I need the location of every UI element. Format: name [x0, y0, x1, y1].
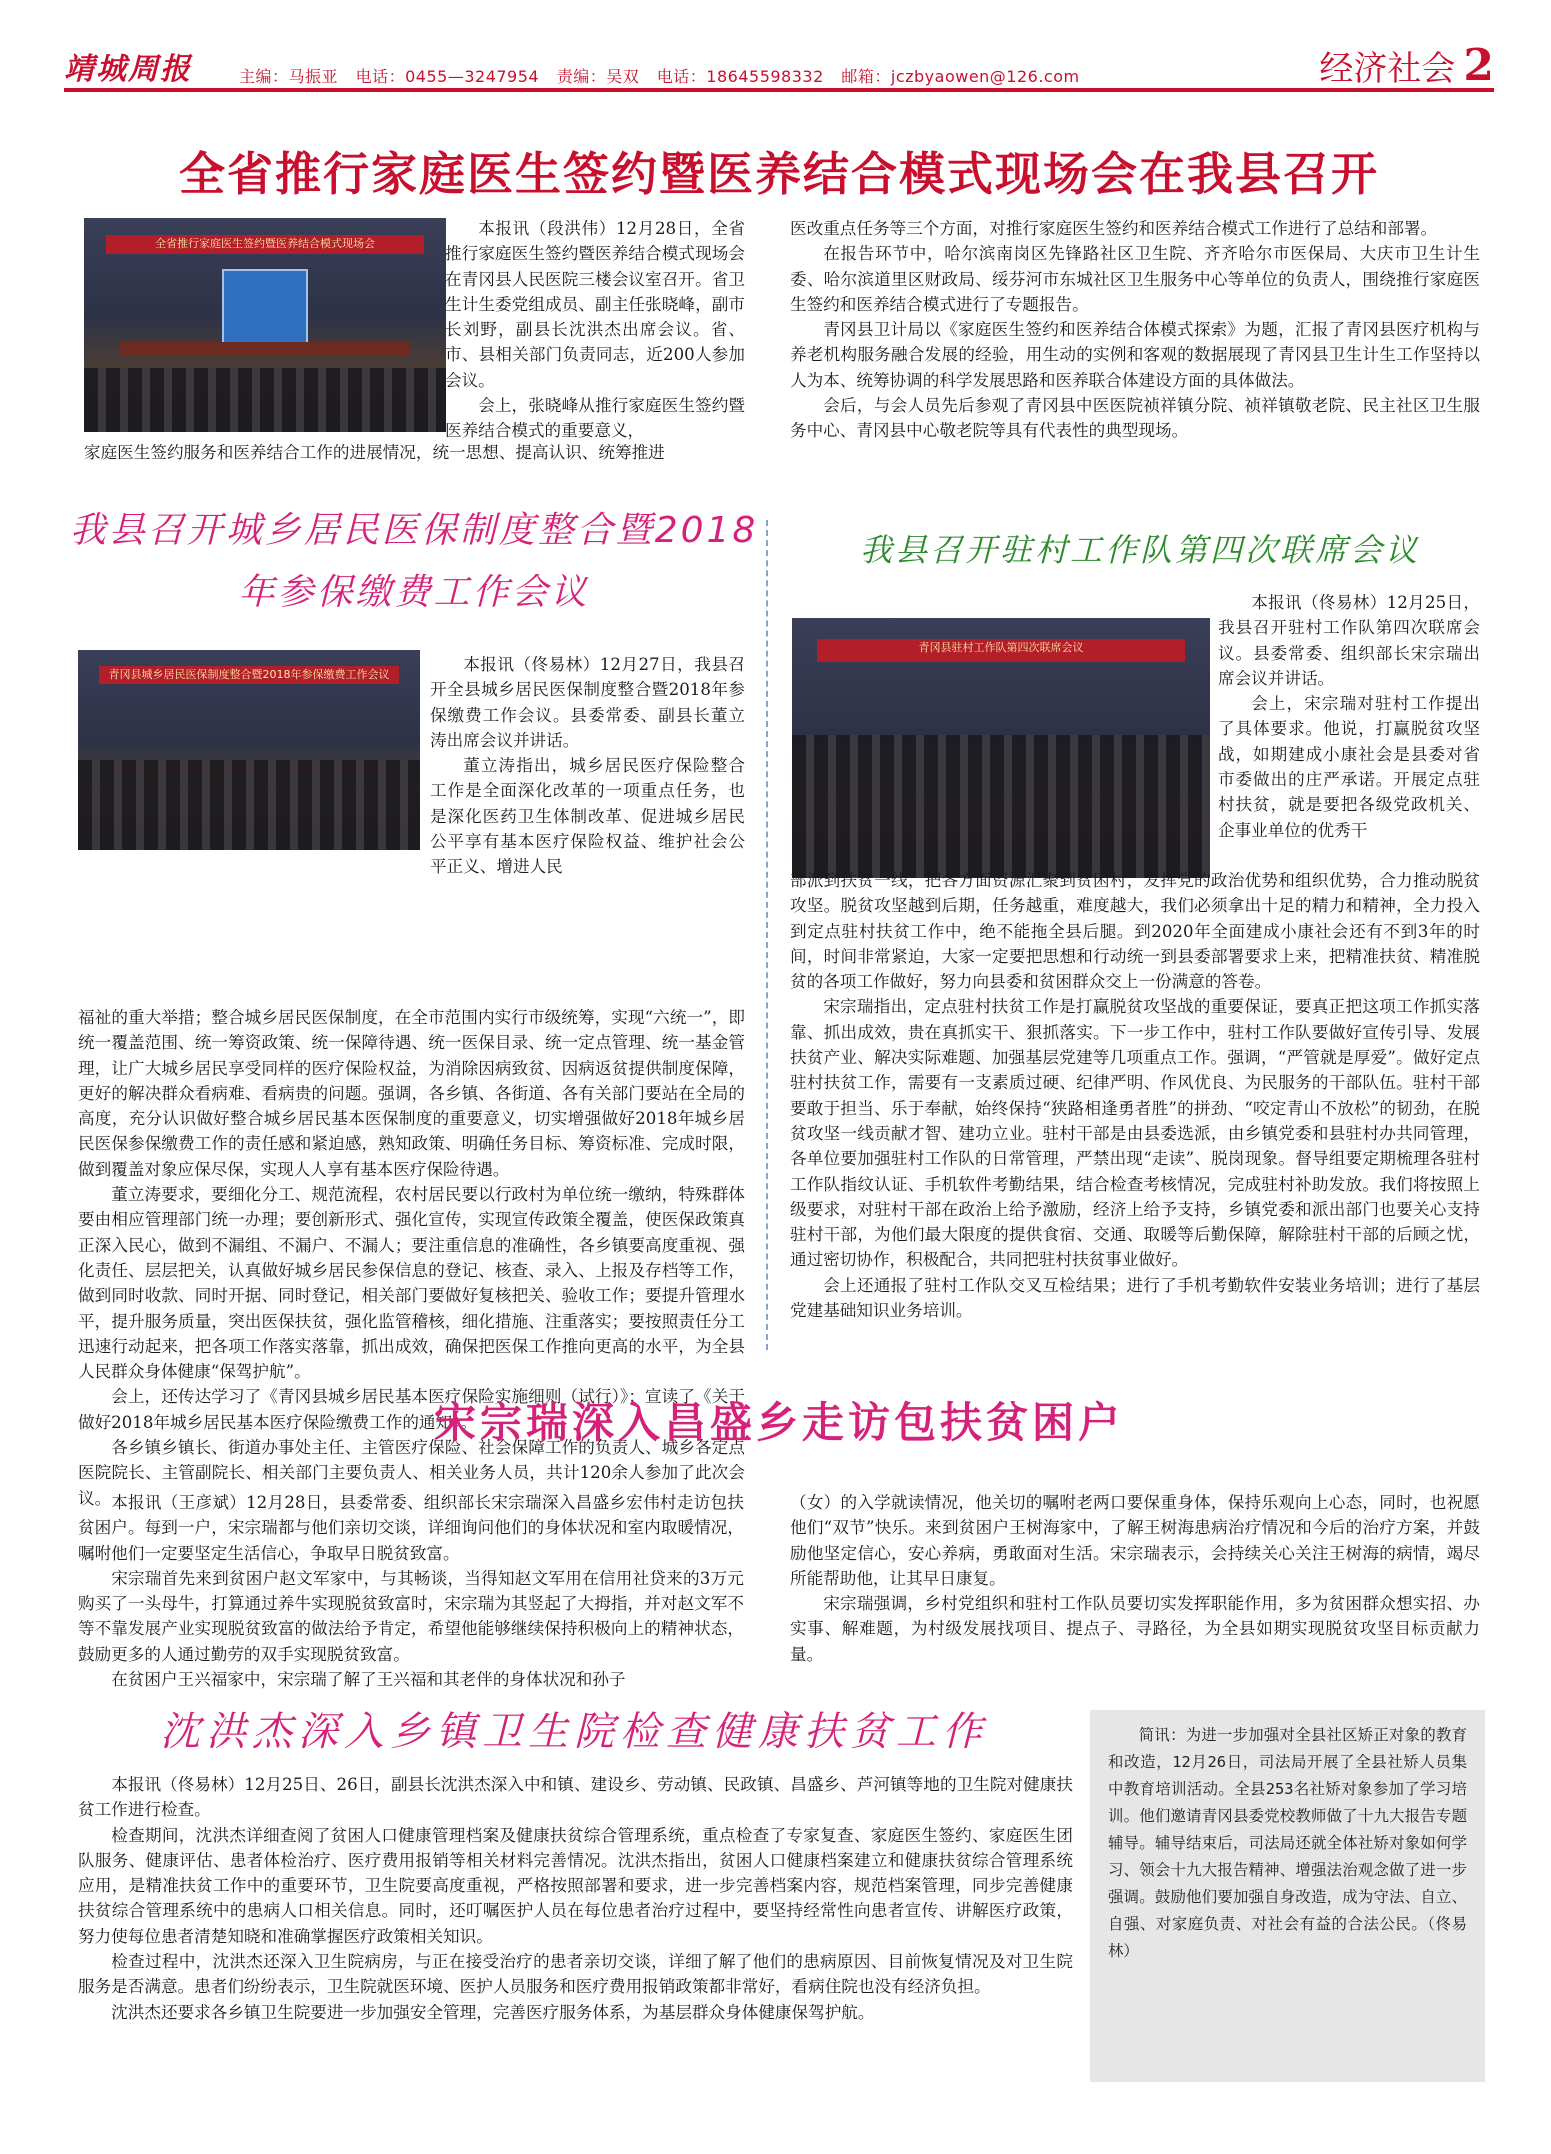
article4-paragraph: 本报讯（王彦斌）12月28日，县委常委、组织部长宋宗瑞深入昌盛乡宏伟村走访包扶贫困户。每到一户，宋宗瑞都与他们亲切交谈，详细询问他们的身体状况和室内取暖情况，嘱咐他们一定要坚定生活信心，争取早日脱贫致富。: [78, 1493, 744, 1563]
article4-headline: 宋宗瑞深入昌盛乡走访包扶贫困户: [433, 1398, 1124, 1447]
article2-paragraph: 董立涛指出，城乡居民医疗保险整合工作是全面深化改革的一项重点任务，也是深化医药卫生体制改革、促进城乡居民公平享有基本医疗保险权益、维护社会公平正义、增进人民: [430, 756, 745, 877]
duty-editor-name: 责编：吴双: [556, 67, 640, 86]
article3-col-bottom: [790, 868, 1480, 1323]
article2-paragraph: 各乡镇乡镇长、街道办事处主任、主管医疗保险、社会保障工作的负责人、城乡各定点医院院长、主管副院长、相关部门主要负责人、相关业务人员，共计120余人参加了此次会议。: [78, 1438, 745, 1508]
article3-paragraph: 会上，宋宗瑞对驻村工作提出了具体要求。他说，打赢脱贫攻坚战，如期建成小康社会是县委对省市委做出的庄严承诺。开展定点驻村扶贫，就是要把各级党政机关、企事业单位的优秀干: [1218, 694, 1480, 840]
article1-photo-banner: 全省推行家庭医生签约暨医养结合模式现场会: [106, 235, 425, 254]
article5-body: [78, 1772, 1073, 2025]
article3-paragraph: 部派到扶贫一线，把各方面资源汇聚到贫困村，发挥党的政治优势和组织优势，合力推动脱贫攻坚。脱贫攻坚越到后期，任务越重，难度越大，我们必须拿出十足的精力和精神，全力投入到定点驻村扶贫工作中，绝不能拖全县后腿。到2020年全面建成小康社会还有不到3年的时间，时间非常紧迫，大家一定要把思想和行动统一到县委部署要求上来，把精准扶贫、精准脱贫的各项工作做好，努力向县委和贫困群众交上一份满意的答卷。: [790, 871, 1480, 992]
section-name: 经济社会: [1319, 49, 1456, 89]
article2-paragraph: 董立涛要求，要细化分工、规范流程，农村居民要以行政村为单位统一缴纳，特殊群体要由相应管理部门统一办理；要创新形式、强化宣传，实现宣传政策全覆盖，使医保政策真正深入民心，做到不漏组、不漏户、不漏人；要注重信息的准确性，各乡镇要高度重视、强化责任、层层把关，认真做好城乡居民参保信息的登记、核查、录入、上报及存档等工作，做到同时收款、同时开据、同时登记，相关部门要做好复核把关、验收工作；要提升管理水平，提升服务质量，突出医保扶贫，强化监管稽核，细化措施、注重落实；要按照责任分工迅速行动起来，把各项工作落实落靠，抓出成效，确保把医保工作推向更高的水平，为全县人民群众身体健康“保驾护航”。: [78, 1185, 745, 1382]
article2-photo: [78, 650, 420, 850]
article5-paragraph: 本报讯（佟易林）12月25日、26日，副县长沈洪杰深入中和镇、建设乡、劳动镇、民政镇、昌盛乡、芦河镇等地的卫生院对健康扶贫工作进行检查。: [78, 1775, 1073, 1820]
article2-paragraph: 福祉的重大举措；整合城乡居民医保制度，在全市范围内实行市级统筹，实现“六统一”，即统一覆盖范围、统一筹资政策、统一保障待遇、统一医保目录、统一定点管理、统一基金管理，让广大城乡居民享受同样的医疗保险权益，为消除因病致贫、因病返贫提供制度保障，更好的解决群众看病难、看病贵的问题。强调，各乡镇、各街道、各有关部门要站在全局的高度，充分认识做好整合城乡居民基本医保制度的重要意义，切实增强做好2018年城乡居民医保参保缴费工作的责任感和紧迫感，熟知政策、明确任务目标、筹资标准、完成时限，做到覆盖对象应保尽保，实现人人享有基本医疗保险待遇。: [78, 1008, 745, 1179]
article3-col-top: [1218, 590, 1480, 843]
article2-col-top: [430, 652, 745, 880]
article3-headline: 我县召开驻村工作队第四次联席会议: [859, 531, 1420, 569]
article5-paragraph: 沈洪杰还要求各乡镇卫生院要进一步加强安全管理，完善医疗服务体系，为基层群众身体健康保驾护航。: [111, 2002, 875, 2022]
article1-paragraph: 家庭医生签约服务和医养结合工作的进展情况，统一思想、提高认识、统筹推进: [84, 443, 665, 462]
editor-email: 邮箱：jczbyaowen@126.com: [841, 67, 1080, 86]
section-title: [1319, 40, 1494, 91]
article1-col2: [790, 216, 1480, 444]
editor-name: 主编：马振亚: [239, 67, 339, 86]
article4-col2: [790, 1490, 1480, 1667]
article5-headline: 沈洪杰深入乡镇卫生院检查健康扶贫工作: [160, 1709, 988, 1755]
audience: [78, 760, 420, 850]
article1-paragraph: 青冈县卫计局以《家庭医生签约和医养结合体模式探索》为题，汇报了青冈县医疗机构与养老机构服务融合发展的经验，用生动的实例和客观的数据展现了青冈县卫生计生工作坚持以人为本、统筹协调的科学发展思路和医养联合体建设方面的具体做法。: [790, 320, 1480, 390]
article1-photo: [84, 218, 446, 432]
article4-paragraph: （女）的入学就读情况，他关切的嘱咐老两口要保重身体，保持乐观向上心态，同时，也祝愿他们“双节”快乐。来到贫困户王树海家中，了解王树海患病治疗情况和今后的治疗方案，并鼓励他坚定信心，安心养病，勇敢面对生活。宋宗瑞表示，会持续关心关注王树海的病情，竭尽所能帮助他，让其早日康复。: [790, 1493, 1480, 1588]
article4-paragraph: 宋宗瑞首先来到贫困户赵文军家中，与其畅谈，当得知赵文军用在信用社贷来的3万元购买了一头母牛，打算通过养牛实现脱贫致富时，宋宗瑞为其竖起了大拇指，并对赵文军不等不靠发展产业实现脱贫致富的做法给予肯定，希望他能够继续保持积极向上的精神状态，鼓励更多的人通过勤劳的双手实现脱贫致富。: [78, 1568, 744, 1664]
article3-photo: [792, 618, 1210, 878]
article1-paragraph: 在报告环节中，哈尔滨南岗区先锋路社区卫生院、齐齐哈尔市医保局、大庆市卫生计生委、哈尔滨道里区财政局、绥芬河市东城社区卫生服务中心等单位的负责人，围绕推行家庭医生签约和医养结合模式进行了专题报告。: [790, 244, 1480, 314]
projection-screen: [222, 269, 309, 346]
article2-paragraph: 会上，还传达学习了《青冈县城乡居民基本医疗保险实施细则（试行）》；宣读了《关于做好2018年城乡居民基本医疗保险缴费工作的通知》。: [78, 1387, 745, 1432]
article3-paragraph: 宋宗瑞指出，定点驻村扶贫工作是打赢脱贫攻坚战的重要保证，要真正把这项工作抓实落靠、抓出成效，贵在真抓实干、狠抓落实。下一步工作中，驻村工作队要做好宣传引导、发展扶贫产业、解决实际难题、加强基层党建等几项重点工作。强调，“严管就是厚爱”。做好定点驻村扶贫工作，需要有一支素质过硬、纪律严明、作风优良、为民服务的干部队伍。驻村干部要敢于担当、乐于奉献，始终保持“狭路相逢勇者胜”的拼劲、“咬定青山不放松”的韧劲，在脱贫攻坚一线贡献才智、建功立业。驻村干部是由县委选派，由乡镇党委和县驻村办共同管理，各单位要加强驻村工作队的日常管理，严禁出现“走读”、脱岗现象。督导组要定期梳理各驻村工作队指纹认证、手机软件考勤结果，结合检查考核情况，完成驻村补助发放。我们将按照上级要求，对驻村干部在政治上给予激励，经济上给予支持，乡镇党委和派出部门也要关心支持驻村干部，为他们最大限度的提供食宿、交通、取暖等后勤保障，解除驻村干部的后顾之忧，通过密切协作，积极配合，共同把驻村扶贫事业做好。: [790, 997, 1480, 1270]
news-brief-box: [1090, 1710, 1485, 2082]
article3-photo-banner: 青冈县驻村工作队第四次联席会议: [817, 639, 1185, 662]
editor-phone: 电话：0455—3247954: [355, 67, 540, 86]
article5-paragraph: 检查过程中，沈洪杰还深入卫生院病房，与正在接受治疗的患者亲切交谈，详细了解了他们的患病原因、目前恢复情况及对卫生院服务是否满意。患者们纷纷表示，卫生院就医环境、医护人员服务和医疗费用报销政策都非常好，看病住院也没有经济负担。: [78, 1952, 1073, 1997]
article1-col1-top: [445, 216, 745, 444]
editor-info: [239, 64, 1092, 87]
article5-paragraph: 检查期间，沈洪杰详细查阅了贫困人口健康管理档案及健康扶贫综合管理系统，重点检查了专家复查、家庭医生签约、家庭医生团队服务、健康评估、患者体检治疗、医疗费用报销等相关材料完善情况。沈洪杰指出，贫困人口健康档案建立和健康扶贫综合管理系统应用，是精准扶贫工作中的重要环节，卫生院要高度重视，严格按照部署和要求，进一步完善档案内容，规范档案管理，同步完善健康扶贫综合管理系统中的患病人口相关信息。同时，还叮嘱医护人员在每位患者治疗过程中，要坚持经常性向患者宣传、讲解医疗政策，努力使每位患者清楚知晓和准确掌握医疗政策相关知识。: [78, 1825, 1073, 1946]
news-brief-text: 简讯：为进一步加强对全县社区矫正对象的教育和改造，12月26日，司法局开展了全县社矫人员集中教育培训活动。全县253名社矫对象参加了学习培训。他们邀请青冈县委党校教师做了十九大报告专题辅导。辅导结束后，司法局还就全体社矫对象如何学习、领会十九大报告精神、增强法治观念做了进一步强调。鼓励他们要加强自身改造，成为守法、自立、自强、对家庭负责、对社会有益的合法公民。（佟易林）: [1108, 1726, 1467, 1960]
article2-paragraph: 本报讯（佟易林）12月27日，我县召开全县城乡居民医保制度整合暨2018年参保缴费工作会议。县委常委、副县长董立涛出席会议并讲话。: [430, 655, 745, 750]
newspaper-logo: 靖城周报: [64, 52, 192, 87]
article1-paragraph: 会后，与会人员先后参观了青冈县中医医院祯祥镇分院、祯祥镇敬老院、民主社区卫生服务中心、青冈县中心敬老院等具有代表性的典型现场。: [790, 396, 1480, 441]
article4-paragraph: 宋宗瑞强调，乡村党组织和驻村工作队员要切实发挥职能作用，多为贫困群众想实招、办实事、解难题，为村级发展找项目、提点子、寻路径，为全县如期实现脱贫攻坚目标贡献力量。: [790, 1594, 1480, 1664]
audience: [792, 735, 1210, 878]
column-divider: [766, 520, 768, 1350]
page-number: 2: [1463, 40, 1494, 91]
article4-col1: [78, 1490, 744, 1692]
audience: [84, 368, 446, 432]
article2-photo-banner: 青冈县城乡居民医保制度整合暨2018年参保缴费工作会议: [99, 666, 400, 684]
article1-col1-bottom: [84, 440, 745, 465]
article1-headline: 全省推行家庭医生签约暨医养结合模式现场会在我县召开: [179, 147, 1379, 201]
article4-paragraph: 在贫困户王兴福家中，宋宗瑞了解了王兴福和其老伴的身体状况和孙子: [111, 1670, 626, 1690]
article1-paragraph: 会上，张晓峰从推行家庭医生签约暨医养结合模式的重要意义，: [445, 396, 745, 441]
article1-paragraph: 医改重点任务等三个方面，对推行家庭医生签约和医养结合模式工作进行了总结和部署。: [790, 219, 1438, 238]
article1-paragraph: 本报讯（段洪伟）12月28日，全省推行家庭医生签约暨医养结合模式现场会在青冈县人民医院三楼会议室召开。省卫生计生委党组成员、副主任张晓峰，副市长刘野，副县长沈洪杰出席会议。省、市、县相关部门负责同志，近200人参加会议。: [445, 219, 745, 390]
duty-editor-phone: 电话：18645598332: [656, 67, 824, 86]
article2-headline: 我县召开城乡居民医保制度整合暨2018年参保缴费工作会议: [69, 510, 759, 613]
masthead: [64, 40, 1494, 92]
article3-paragraph: 会上还通报了驻村工作队交叉互检结果；进行了手机考勤软件安装业务培训；进行了基层党建基础知识业务培训。: [790, 1275, 1480, 1321]
rostrum-table: [120, 342, 410, 355]
article3-paragraph: 本报讯（佟易林）12月25日，我县召开驻村工作队第四次联席会议。县委常委、组织部长宋宗瑞出席会议并讲话。: [1218, 593, 1480, 688]
